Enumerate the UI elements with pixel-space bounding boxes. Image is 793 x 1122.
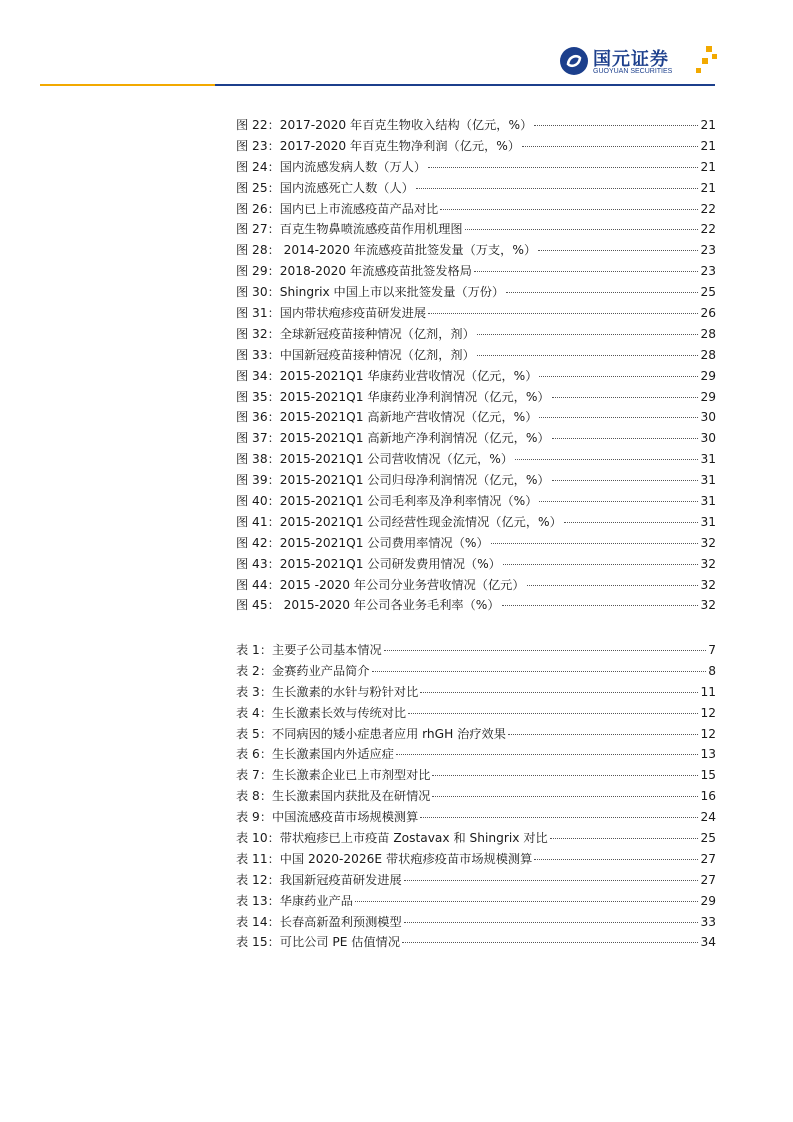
figure-entry-label: 图 43：2015-2021Q1 公司研发费用情况（%） xyxy=(236,556,501,571)
dot-leader xyxy=(508,734,699,735)
dot-leader xyxy=(432,796,698,797)
figure-entry-page-number: 32 xyxy=(700,556,716,571)
dot-leader xyxy=(538,250,698,251)
figure-entry-label: 图 33：中国新冠疫苗接种情况（亿剂，剂） xyxy=(236,347,475,362)
dot-leader xyxy=(477,334,699,335)
figure-entry-label: 图 28： 2014-2020 年流感疫苗批签发量（万支，%） xyxy=(236,243,537,258)
figure-entry-label: 图 23：2017-2020 年百克生物净利润（亿元，%） xyxy=(236,138,521,153)
table-entry-page-number: 12 xyxy=(700,726,716,741)
dot-leader xyxy=(491,543,699,544)
dot-leader xyxy=(420,817,698,818)
figure-entry-page-number: 31 xyxy=(700,473,716,488)
figure-entry[interactable] xyxy=(236,240,716,261)
figure-entry-page-number: 32 xyxy=(700,577,716,592)
figure-entry-label: 图 45： 2015-2020 年公司各业务毛利率（%） xyxy=(236,598,500,613)
figure-entry[interactable] xyxy=(236,282,716,303)
figure-entry-page-number: 28 xyxy=(700,347,716,362)
figure-entry-page-number: 23 xyxy=(700,264,716,279)
dot-leader xyxy=(539,501,698,502)
figure-entry[interactable] xyxy=(236,470,716,491)
figure-list xyxy=(236,115,716,616)
table-list xyxy=(236,640,716,953)
figure-entry-label: 图 30：Shingrix 中国上市以来批签发量（万份） xyxy=(236,285,505,300)
table-entry-page-number: 29 xyxy=(700,893,716,908)
figure-entry-label: 图 42：2015-2021Q1 公司费用率情况（%） xyxy=(236,535,489,550)
figure-entry[interactable] xyxy=(236,136,716,157)
table-entry-page-number: 8 xyxy=(708,663,716,678)
figure-entry-page-number: 21 xyxy=(700,159,716,174)
figure-entry-label: 图 29：2018-2020 年流感疫苗批签发格局 xyxy=(236,264,472,279)
figure-entry[interactable] xyxy=(236,512,716,533)
table-entry-label: 表 5：不同病因的矮小症患者应用 rhGH 治疗效果 xyxy=(236,726,506,741)
figure-entry-page-number: 32 xyxy=(700,535,716,550)
figure-entry-label: 图 39：2015-2021Q1 公司归母净利润情况（亿元，%） xyxy=(236,473,550,488)
table-entry-page-number: 11 xyxy=(700,684,716,699)
figure-entry[interactable] xyxy=(236,387,716,408)
table-entry[interactable] xyxy=(236,807,716,828)
figure-entry[interactable] xyxy=(236,303,716,324)
table-entry-page-number: 25 xyxy=(700,831,716,846)
figure-entry[interactable] xyxy=(236,366,716,387)
dot-leader xyxy=(355,901,699,902)
figure-entry-label: 图 41：2015-2021Q1 公司经营性现金流情况（亿元，%） xyxy=(236,514,562,529)
figure-entry[interactable] xyxy=(236,407,716,428)
figure-entry-label: 图 40：2015-2021Q1 公司毛利率及净利率情况（%） xyxy=(236,494,538,509)
dot-leader xyxy=(404,922,699,923)
logo-dots-icon xyxy=(696,46,718,76)
figure-entry[interactable] xyxy=(236,345,716,366)
table-entry-label: 表 4：生长激素长效与传统对比 xyxy=(236,705,407,720)
table-entry-page-number: 16 xyxy=(700,789,716,804)
figure-entry-page-number: 29 xyxy=(700,389,716,404)
dot-leader xyxy=(402,942,698,943)
table-entry-label: 表 6：生长激素国内外适应症 xyxy=(236,747,394,762)
figure-entry-label: 图 37：2015-2021Q1 高新地产净利润情况（亿元，%） xyxy=(236,431,550,446)
table-entry-label: 表 15：可比公司 PE 估值情况 xyxy=(236,935,401,950)
dot-leader xyxy=(552,480,699,481)
figure-entry-page-number: 22 xyxy=(700,201,716,216)
figure-entry[interactable] xyxy=(236,199,716,220)
table-entry-page-number: 12 xyxy=(700,705,716,720)
figure-entry-page-number: 28 xyxy=(700,326,716,341)
figure-entry-label: 图 31：国内带状疱疹疫苗研发进展 xyxy=(236,306,427,321)
dot-leader xyxy=(474,271,699,272)
dot-leader xyxy=(534,859,698,860)
figure-entry-page-number: 21 xyxy=(700,138,716,153)
company-name-cn: 国元证券 xyxy=(593,49,669,70)
dot-leader xyxy=(408,713,698,714)
logo-emblem-icon xyxy=(560,47,588,75)
dot-leader xyxy=(432,775,698,776)
table-entry[interactable] xyxy=(236,682,716,703)
figure-entry-page-number: 31 xyxy=(700,452,716,467)
dot-leader xyxy=(515,459,698,460)
dot-leader xyxy=(534,125,698,126)
dot-leader xyxy=(506,292,698,293)
table-entry-label: 表 13：华康药业产品 xyxy=(236,893,353,908)
table-entry[interactable] xyxy=(236,891,716,912)
figure-entry-label: 图 24：国内流感发病人数（万人） xyxy=(236,159,427,174)
figure-entry-page-number: 25 xyxy=(700,285,716,300)
figure-entry-label: 图 26：国内已上市流感疫苗产品对比 xyxy=(236,201,439,216)
figure-entry[interactable] xyxy=(236,115,716,136)
figure-entry[interactable] xyxy=(236,491,716,512)
dot-leader xyxy=(550,838,699,839)
figure-entry[interactable] xyxy=(236,324,716,345)
figure-entry-label: 图 27：百克生物鼻喷流感疫苗作用机理图 xyxy=(236,222,463,237)
figure-entry-page-number: 31 xyxy=(700,514,716,529)
figure-entry[interactable] xyxy=(236,157,716,178)
dot-leader xyxy=(440,209,698,210)
dot-leader xyxy=(465,229,699,230)
table-entry-label: 表 10：带状疱疹已上市疫苗 Zostavax 和 Shingrix 对比 xyxy=(236,831,548,846)
table-entry-page-number: 24 xyxy=(700,810,716,825)
figure-entry-page-number: 21 xyxy=(700,180,716,195)
company-name-en: GUOYUAN SECURITIES xyxy=(593,68,673,75)
table-entry-label: 表 14：长春高新盈利预测模型 xyxy=(236,914,402,929)
table-entry-page-number: 27 xyxy=(700,851,716,866)
figure-entry-page-number: 21 xyxy=(700,118,716,132)
figure-entry-label: 图 38：2015-2021Q1 公司营收情况（亿元，%） xyxy=(236,452,514,467)
dot-leader xyxy=(416,188,699,189)
figure-entry-label: 图 36：2015-2021Q1 高新地产营收情况（亿元，%） xyxy=(236,410,538,425)
figure-entry-page-number: 31 xyxy=(700,494,716,509)
dot-leader xyxy=(372,671,707,672)
table-entry[interactable] xyxy=(236,912,716,933)
table-entry[interactable] xyxy=(236,828,716,849)
dot-leader xyxy=(384,650,707,651)
figure-entry-label: 图 25：国内流感死亡人数（人） xyxy=(236,180,414,195)
table-entry[interactable] xyxy=(236,765,716,786)
table-entry[interactable] xyxy=(236,932,716,953)
figure-entry[interactable] xyxy=(236,261,716,282)
figure-entry-page-number: 32 xyxy=(700,598,716,613)
dot-leader xyxy=(539,417,698,418)
figure-entry[interactable] xyxy=(236,219,716,240)
table-entry[interactable] xyxy=(236,640,716,661)
company-logo xyxy=(560,44,720,80)
dot-leader xyxy=(539,376,698,377)
figure-entry[interactable] xyxy=(236,595,716,616)
table-entry-page-number: 15 xyxy=(700,768,716,783)
table-entry-page-number: 27 xyxy=(700,872,716,887)
figure-entry-label: 图 32：全球新冠疫苗接种情况（亿剂，剂） xyxy=(236,326,475,341)
table-entry-page-number: 33 xyxy=(700,914,716,929)
figure-entry-page-number: 22 xyxy=(700,222,716,237)
table-entry-label: 表 3：生长激素的水针与粉针对比 xyxy=(236,684,419,699)
figure-entry[interactable] xyxy=(236,428,716,449)
table-entry[interactable] xyxy=(236,849,716,870)
table-entry[interactable] xyxy=(236,786,716,807)
figure-entry-label: 图 44：2015 -2020 年公司分业务营收情况（亿元） xyxy=(236,577,525,592)
figure-entry[interactable] xyxy=(236,178,716,199)
dot-leader xyxy=(522,146,698,147)
dot-leader xyxy=(503,564,699,565)
figure-entry[interactable] xyxy=(236,533,716,554)
header-divider-accent xyxy=(40,84,215,86)
table-entry[interactable] xyxy=(236,703,716,724)
table-entry-page-number: 13 xyxy=(700,747,716,762)
dot-leader xyxy=(420,692,698,693)
figure-entry-page-number: 30 xyxy=(700,410,716,425)
dot-leader xyxy=(404,880,699,881)
table-entry[interactable] xyxy=(236,870,716,891)
dot-leader xyxy=(477,355,699,356)
figure-entry-label: 图 34：2015-2021Q1 华康药业营收情况（亿元，%） xyxy=(236,368,538,383)
dot-leader xyxy=(502,605,699,606)
table-entry[interactable] xyxy=(236,724,716,745)
table-entry[interactable] xyxy=(236,744,716,765)
table-entry-label: 表 7：生长激素企业已上市剂型对比 xyxy=(236,768,431,783)
figure-entry-page-number: 23 xyxy=(700,243,716,258)
header-divider xyxy=(40,84,715,86)
figure-entry[interactable] xyxy=(236,575,716,596)
figure-entry-page-number: 26 xyxy=(700,306,716,321)
figure-entry-label: 图 35：2015-2021Q1 华康药业净利润情况（亿元，%） xyxy=(236,389,550,404)
dot-leader xyxy=(396,754,699,755)
table-entry-label: 表 8：生长激素国内获批及在研情况 xyxy=(236,789,431,804)
figure-entry-page-number: 29 xyxy=(700,368,716,383)
dot-leader xyxy=(527,585,699,586)
table-entry-label: 表 9：中国流感疫苗市场规模测算 xyxy=(236,810,419,825)
figure-entry-label: 图 22：2017-2020 年百克生物收入结构（亿元，%） xyxy=(236,118,533,132)
dot-leader xyxy=(552,438,699,439)
dot-leader xyxy=(428,313,698,314)
figure-entry[interactable] xyxy=(236,554,716,575)
table-entry-label: 表 1：主要子公司基本情况 xyxy=(236,643,382,657)
table-entry-label: 表 12：我国新冠疫苗研发进展 xyxy=(236,872,402,887)
table-entry-page-number: 34 xyxy=(700,935,716,950)
table-entry-label: 表 11：中国 2020-2026E 带状疱疹疫苗市场规模测算 xyxy=(236,851,533,866)
table-entry-label: 表 2：金赛药业产品简介 xyxy=(236,663,370,678)
dot-leader xyxy=(552,397,699,398)
dot-leader xyxy=(564,522,699,523)
figure-entry-page-number: 30 xyxy=(700,431,716,446)
dot-leader xyxy=(428,167,698,168)
table-entry[interactable] xyxy=(236,661,716,682)
table-entry-page-number: 7 xyxy=(708,643,716,657)
figure-entry[interactable] xyxy=(236,449,716,470)
